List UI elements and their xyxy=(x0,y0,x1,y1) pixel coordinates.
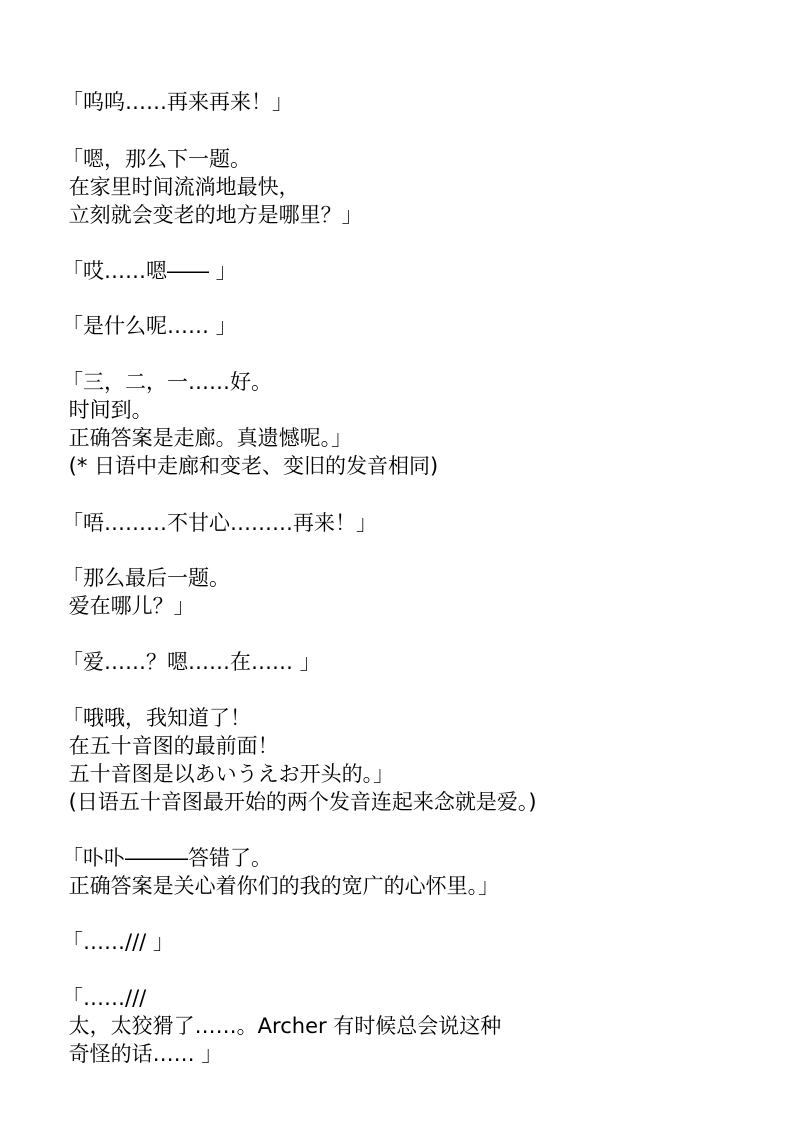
dialogue-line: 正确答案是走廊。真遗憾呢。」 xyxy=(62,426,353,450)
dialogue-line: 在五十音图的最前面！ xyxy=(62,734,279,758)
dialogue-line: 「是什么呢…… 」 xyxy=(62,314,237,338)
dialogue-line: 太，太狡猾了……。Archer 有时候总会说这种 xyxy=(62,1014,502,1038)
dialogue-line: 爱在哪儿？」 xyxy=(62,594,195,618)
dialogue-line: 时间到。 xyxy=(62,398,153,422)
dialogue-line: 「爱……？嗯……在…… 」 xyxy=(62,650,321,674)
dialogue-line: 「……/// xyxy=(62,986,147,1010)
dialogue-line: 「哦哦，我知道了！ xyxy=(62,706,251,730)
dialogue-line: 「唔………不甘心………再来！」 xyxy=(62,511,377,535)
dialogue-line: 「三，二，一……好。 xyxy=(62,370,272,394)
dialogue-line: 在家里时间流淌地最快， xyxy=(62,175,300,199)
translator-note: (* 日语中走廊和变老、变旧的发音相同) xyxy=(62,454,439,478)
dialogue-line: 正确答案是关心着你们的我的宽广的心怀里。」 xyxy=(62,874,500,898)
dialogue-line: 「卟卟―――答错了。 xyxy=(62,846,272,870)
translator-note: (日语五十音图最开始的两个发音连起来念就是爱。) xyxy=(62,790,537,814)
dialogue-line: 「嗯，那么下一题。 xyxy=(62,147,251,171)
dialogue-line: 五十音图是以あいうえお开头的。」 xyxy=(62,762,395,786)
dialogue-line: 奇怪的话…… 」 xyxy=(62,1042,223,1066)
dialogue-line: 立刻就会变老的地方是哪里？」 xyxy=(62,203,363,227)
dialogue-line: 「哎……嗯―― 」 xyxy=(62,259,237,283)
dialogue-line: 「那么最后一题。 xyxy=(62,566,230,590)
dialogue-line: 「……/// 」 xyxy=(62,930,174,954)
dialogue-line: 「呜呜……再来再来！」 xyxy=(62,90,293,114)
